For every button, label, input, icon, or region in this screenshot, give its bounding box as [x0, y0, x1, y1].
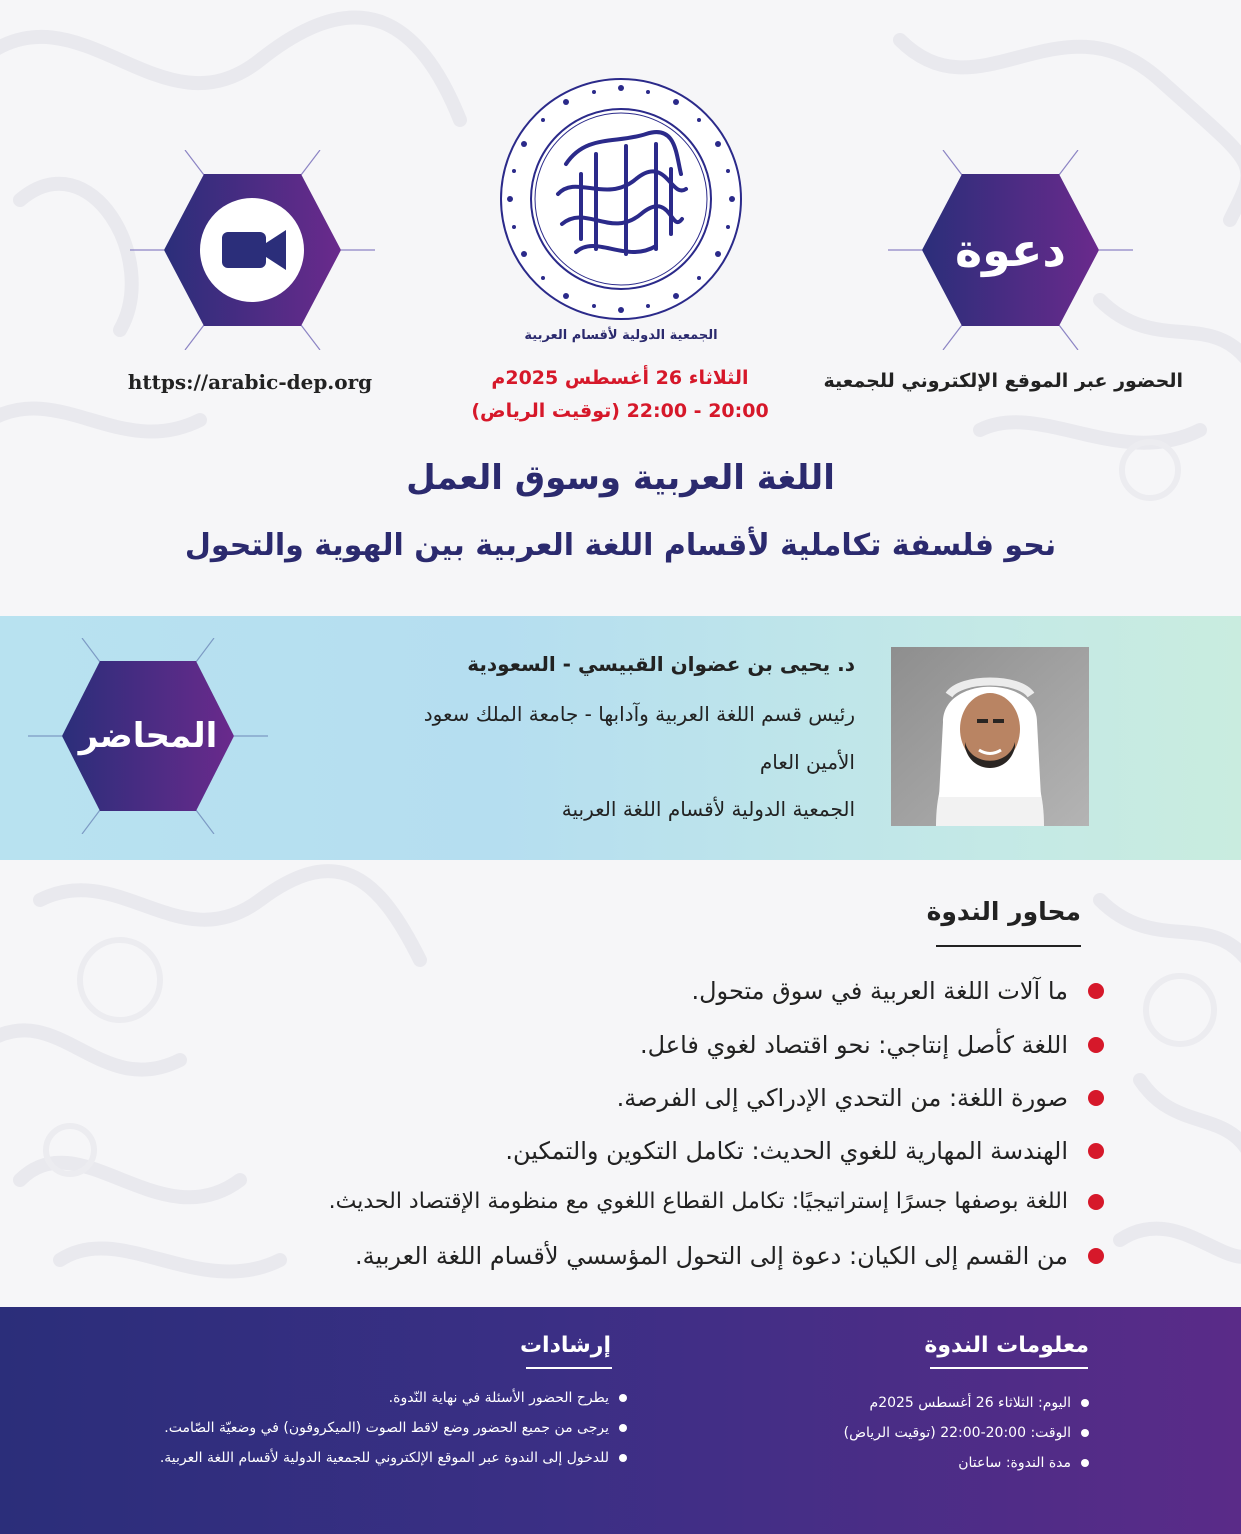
info-item: الوقت: 20:00-22:00 (توقيت الرياض) — [844, 1425, 1089, 1441]
bullet-dot-icon — [1088, 983, 1104, 999]
attendance-note: الحضور عبر الموقع الإلكتروني للجمعية — [823, 370, 1183, 392]
topic-item: صورة اللغة: من التحدي الإدراكي إلى الفرصة. — [617, 1084, 1104, 1112]
topic-item: اللغة بوصفها جسرًا إستراتيجيًا: تكامل القطاع اللغوي مع منظومة الإقتصاد الحديث. — [329, 1189, 1104, 1214]
speaker-photo — [891, 647, 1089, 826]
topic-item: الهندسة المهارية للغوي الحديث: تكامل التكوين والتمكين. — [505, 1137, 1104, 1165]
topic-item: اللغة كأصل إنتاجي: نحو اقتصاد لغوي فاعل. — [640, 1031, 1104, 1059]
invitation-hexagon — [888, 150, 1133, 350]
video-hexagon — [130, 150, 375, 350]
topic-item: ما آلات اللغة العربية في سوق متحول. — [691, 977, 1104, 1005]
guide-item: يرجى من جميع الحضور وضع لاقط الصوت (الميكروفون) في وضعيّة الصّامت. — [164, 1420, 627, 1436]
bullet-dot-icon — [1088, 1037, 1104, 1053]
bullet-dot-icon — [1081, 1399, 1089, 1407]
bullet-dot-icon — [1088, 1194, 1104, 1210]
speaker-role-3: الجمعية الدولية لأقسام اللغة العربية — [561, 797, 855, 821]
speaker-role-2: الأمين العام — [759, 750, 855, 774]
guide-item: يطرح الحضور الأسئلة في نهاية النّدوة. — [389, 1390, 627, 1406]
info-heading: معلومات الندوة — [924, 1333, 1089, 1358]
speaker-name: د. يحيى بن عضوان القبيسي - السعودية — [467, 652, 855, 676]
axes-heading: محاور الندوة — [926, 897, 1081, 926]
sub-title: نحو فلسفة تكاملية لأقسام اللغة العربية بين الهوية والتحول — [184, 528, 1057, 563]
bullet-dot-icon — [619, 1454, 627, 1462]
guide-heading-underline — [526, 1367, 612, 1369]
event-time: 20:00 - 22:00 (توقيت الرياض) — [471, 400, 769, 422]
bullet-dot-icon — [1081, 1459, 1089, 1467]
guide-heading: إرشادات — [519, 1333, 611, 1358]
guide-item: للدخول إلى الندوة عبر الموقع الإلكتروني للجمعية الدولية لأقسام اللغة العربية. — [160, 1450, 627, 1466]
event-date: الثلاثاء 26 أغسطس 2025م — [491, 367, 749, 389]
speaker-badge: المحاضر — [78, 716, 218, 756]
logo-caption: الجمعية الدولية لأقسام العربية — [524, 328, 718, 343]
info-heading-underline — [930, 1367, 1088, 1369]
bullet-dot-icon — [619, 1394, 627, 1402]
speaker-hexagon — [28, 638, 268, 834]
bullet-dot-icon — [1081, 1429, 1089, 1437]
association-logo — [496, 74, 746, 324]
footer-panel — [0, 1307, 1241, 1534]
info-item: مدة الندوة: ساعتان — [958, 1455, 1089, 1471]
bullet-dot-icon — [1088, 1248, 1104, 1264]
website-link[interactable]: https://arabic-dep.org — [127, 370, 373, 394]
info-item: اليوم: الثلاثاء 26 أغسطس 2025م — [870, 1395, 1089, 1411]
axes-heading-underline — [936, 945, 1081, 947]
invitation-label: دعوة — [954, 223, 1067, 277]
topic-item: من القسم إلى الكيان: دعوة إلى التحول المؤسسي لأقسام اللغة العربية. — [355, 1242, 1104, 1270]
speaker-role-1: رئيس قسم اللغة العربية وآدابها - جامعة الملك سعود — [423, 702, 855, 726]
bullet-dot-icon — [1088, 1143, 1104, 1159]
bullet-dot-icon — [1088, 1090, 1104, 1106]
bullet-dot-icon — [619, 1424, 627, 1432]
main-title: اللغة العربية وسوق العمل — [406, 458, 835, 498]
